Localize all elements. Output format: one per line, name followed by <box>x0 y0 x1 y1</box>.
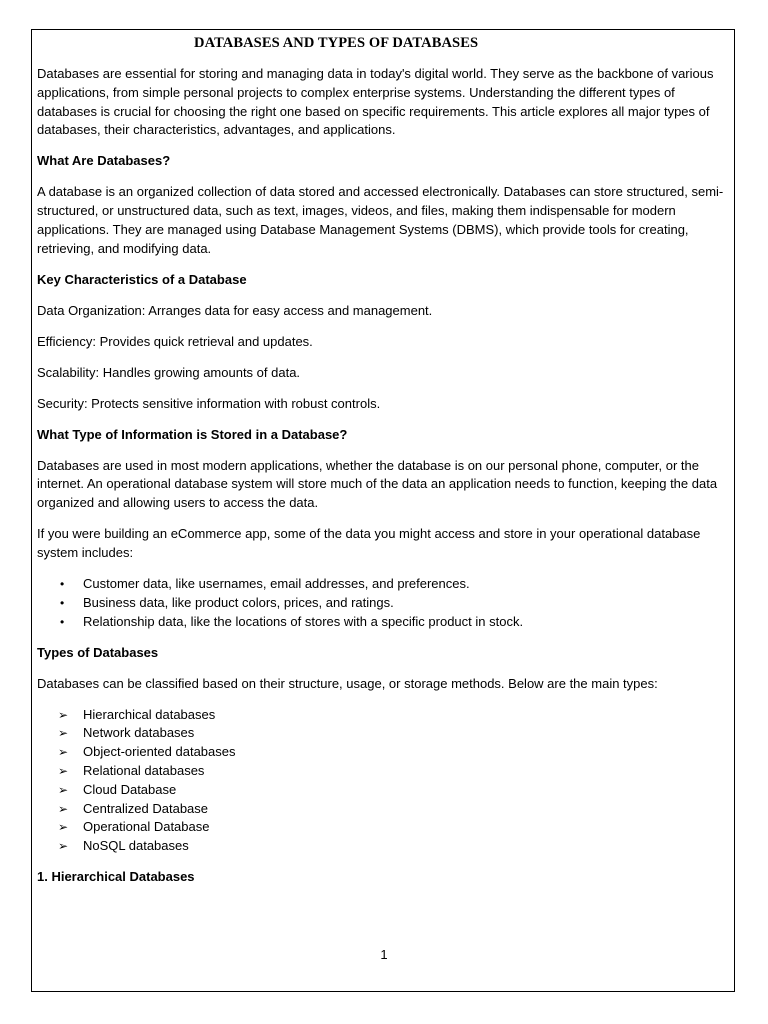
bullet-icon: • <box>60 614 65 629</box>
list-item: ➢ Operational Database <box>37 818 729 837</box>
types-paragraph: Databases can be classified based on their structure, usage, or storage methods. Below are the main types: <box>37 675 658 691</box>
list-item: ➢ Hierarchical databases <box>37 706 729 725</box>
arrow-bullet-icon: ➢ <box>58 820 69 835</box>
list-item: ➢ Relational databases <box>37 762 729 781</box>
characteristic-item: Data Organization: Arranges data for easy access and management. <box>37 302 433 318</box>
list-item: • Relationship data, like the locations of stores with a specific product in stock. <box>37 613 729 632</box>
heading-information-stored: What Type of Information is Stored in a Database? <box>37 426 348 442</box>
arrow-bullet-icon: ➢ <box>58 745 69 760</box>
list-item: ➢ Cloud Database <box>37 781 729 800</box>
database-types-list <box>37 706 729 856</box>
arrow-bullet-icon: ➢ <box>58 801 69 816</box>
list-item: ➢ Centralized Database <box>37 800 729 819</box>
heading-types-of-databases: Types of Databases <box>37 644 159 660</box>
info-paragraph-2: If you were building an eCommerce app, some of the data you might access and store in your operational database system includes: <box>37 526 701 561</box>
arrow-bullet-icon: ➢ <box>58 707 69 722</box>
document-body <box>37 34 729 899</box>
list-item: • Business data, like product colors, prices, and ratings. <box>37 594 729 613</box>
ecommerce-data-list <box>37 575 729 631</box>
list-item: • Customer data, like usernames, email addresses, and preferences. <box>37 575 729 594</box>
list-item: ➢ Object-oriented databases <box>37 743 729 762</box>
document-title: DATABASES AND TYPES OF DATABASES <box>194 35 479 51</box>
list-item: ➢ Network databases <box>37 724 729 743</box>
arrow-bullet-icon: ➢ <box>58 763 69 778</box>
arrow-bullet-icon: ➢ <box>58 839 69 854</box>
characteristic-item: Efficiency: Provides quick retrieval and updates. <box>37 333 313 349</box>
intro-paragraph: Databases are essential for storing and managing data in today's digital world. They serve as the backbone of various applications, from simple personal projects to complex enterprise systems. Understanding the different types of databases is crucial for choosing the right one based on specific requirements. This article explores all major types of databases, their characteristics, advantages, and applications. <box>37 66 714 138</box>
page-number: 1 <box>380 947 388 962</box>
what-are-paragraph: A database is an organized collection of data stored and accessed electronically. Databases can store structured, semi-structured, or unstructured data, such as text, images, videos, and files, making them indispensable for modern applications. They are managed using Database Management Systems (DBMS), which provide tools for creating, retrieving, and modifying data. <box>37 184 724 256</box>
heading-key-characteristics: Key Characteristics of a Database <box>37 271 247 287</box>
info-paragraph-1: Databases are used in most modern applications, whether the database is on our personal phone, computer, or the internet. An operational database system will store much of the data an application needs to function, keeping the data organized and allowing users to access the data. <box>37 457 718 511</box>
characteristic-item: Security: Protects sensitive information with robust controls. <box>37 395 381 411</box>
arrow-bullet-icon: ➢ <box>58 726 69 741</box>
heading-hierarchical-databases: 1. Hierarchical Databases <box>37 869 195 885</box>
heading-what-are-databases: What Are Databases? <box>37 153 171 169</box>
bullet-icon: • <box>60 577 65 591</box>
bullet-icon: • <box>60 595 65 610</box>
arrow-bullet-icon: ➢ <box>58 782 69 797</box>
characteristic-item: Scalability: Handles growing amounts of data. <box>37 364 301 380</box>
list-item: ➢ NoSQL databases <box>37 837 729 856</box>
